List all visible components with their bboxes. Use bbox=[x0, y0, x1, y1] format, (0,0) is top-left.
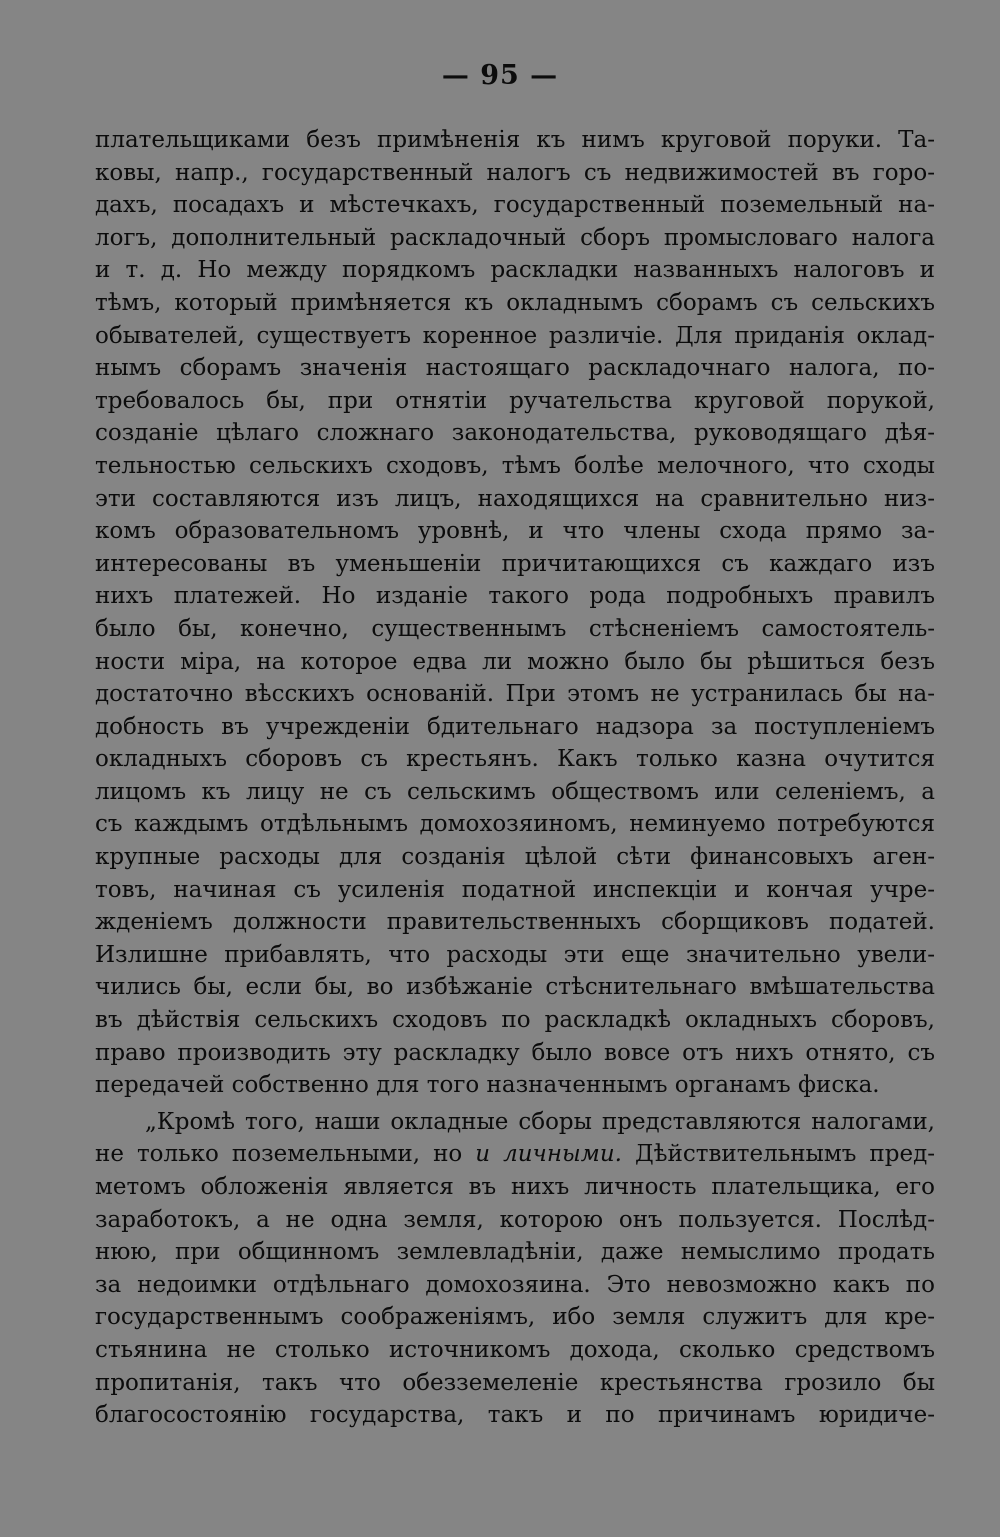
text-line: заработокъ, а не одна земля, которою онъ пользуется. Послѣд- bbox=[95, 1206, 935, 1233]
text-line: было бы, конечно, существеннымъ стѣсненіемъ самостоятель- bbox=[95, 615, 935, 642]
text-line: нихъ платежей. Но изданіе такого рода подробныхъ правилъ bbox=[95, 583, 935, 610]
text-line: созданіе цѣлаго сложнаго законодательства, руководящаго дѣя- bbox=[95, 420, 935, 447]
text-line: эти составляются изъ лицъ, находящихся на сравнительно низ- bbox=[95, 485, 935, 512]
text-line: нюю, при общинномъ землевладѣніи, даже немыслимо продать bbox=[95, 1239, 935, 1266]
text-line: метомъ обложенія является въ нихъ личность плательщика, его bbox=[95, 1174, 935, 1200]
paragraph bbox=[95, 1106, 935, 1432]
text-line: право производить эту раскладку было вовсе отъ нихъ отнято, съ bbox=[95, 1039, 935, 1066]
text-run: Дѣйствительнымъ пред- bbox=[621, 1141, 935, 1168]
body-text bbox=[95, 124, 935, 1432]
paragraph bbox=[95, 124, 935, 1102]
text-line: логъ, дополнительный раскладочный сборъ промысловаго налога bbox=[95, 224, 935, 251]
page-number: — 95 — bbox=[441, 60, 559, 91]
text-line: стьянина не столько источникомъ дохода, сколько средствомъ bbox=[95, 1336, 935, 1363]
text-line: въ дѣйствія сельскихъ сходовъ по раскладкѣ окладныхъ сборовъ, bbox=[95, 1007, 935, 1034]
text-line: „Кромѣ того, наши окладные сборы представляются налогами, bbox=[145, 1108, 935, 1135]
text-line: за недоимки отдѣльнаго домохозяина. Это невозможно какъ по bbox=[95, 1271, 935, 1298]
text-line: лицомъ къ лицу не съ сельскимъ обществомъ или селеніемъ, а bbox=[95, 778, 935, 805]
text-line: нымъ сборамъ значенія настоящаго раскладочнаго налога, по- bbox=[95, 355, 935, 382]
text-line: товъ, начиная съ усиленія податной инспекціи и кончая учре- bbox=[95, 876, 935, 903]
text-line: ности міра, на которое едва ли можно было бы рѣшиться безъ bbox=[95, 648, 935, 675]
text-line: достаточно вѣсскихъ основаній. При этомъ не устранилась бы на- bbox=[95, 681, 935, 708]
text-line: чились бы, если бы, во избѣжаніе стѣснительнаго вмѣшательства bbox=[95, 974, 935, 1001]
text-line: ковы, напр., государственный налогъ съ недвижимостей въ горо- bbox=[95, 159, 935, 186]
text-run: не только поземельными, но bbox=[95, 1141, 476, 1168]
text-line: тельностью сельскихъ сходовъ, тѣмъ болѣе мелочного, что сходы bbox=[95, 452, 935, 479]
text-line: передачей собственно для того назначеннымъ органамъ фиска. bbox=[95, 1072, 880, 1099]
text-line: интересованы въ уменьшеніи причитающихся съ каждаго изъ bbox=[95, 550, 935, 577]
text-line: тѣмъ, который примѣняется къ окладнымъ сборамъ съ сельскихъ bbox=[95, 289, 935, 316]
text-line: крупные расходы для созданія цѣлой сѣти финансовыхъ аген- bbox=[95, 844, 935, 871]
text-line: обывателей, существуетъ коренное различіе. Для приданія оклад- bbox=[95, 322, 935, 349]
text-line: государственнымъ соображеніямъ, ибо земля служитъ для кре- bbox=[95, 1304, 935, 1331]
text-line: добность въ учрежденіи бдительнаго надзора за поступленіемъ bbox=[95, 713, 935, 740]
text-line: съ каждымъ отдѣльнымъ домохозяиномъ, неминуемо потребуются bbox=[95, 811, 935, 838]
text-line: окладныхъ сборовъ съ крестьянъ. Какъ только казна очутится bbox=[95, 746, 935, 773]
text-line: жденіемъ должности правительственныхъ сборщиковъ податей. bbox=[95, 909, 935, 936]
text-line: плательщиками безъ примѣненія къ нимъ круговой поруки. Та- bbox=[95, 127, 935, 153]
text-line: благосостоянію государства, такъ и по причинамъ юридиче- bbox=[95, 1402, 935, 1429]
text-line: требовалось бы, при отнятіи ручательства круговой порукой, bbox=[95, 387, 935, 414]
text-line: и т. д. Но между порядкомъ раскладки названныхъ налоговъ и bbox=[95, 257, 935, 284]
text-line: комъ образовательномъ уровнѣ, и что члены схода прямо за- bbox=[95, 518, 935, 545]
text-line: пропитанія, такъ что обезземеленіе крестьянства грозило бы bbox=[95, 1369, 935, 1396]
text-line bbox=[95, 1138, 935, 1171]
text-line: Излишне прибавлять, что расходы эти еще значительно увели- bbox=[95, 941, 935, 968]
text-line: дахъ, посадахъ и мѣстечкахъ, государственный поземельный на- bbox=[95, 192, 935, 219]
italic-text: и личными. bbox=[475, 1141, 622, 1168]
